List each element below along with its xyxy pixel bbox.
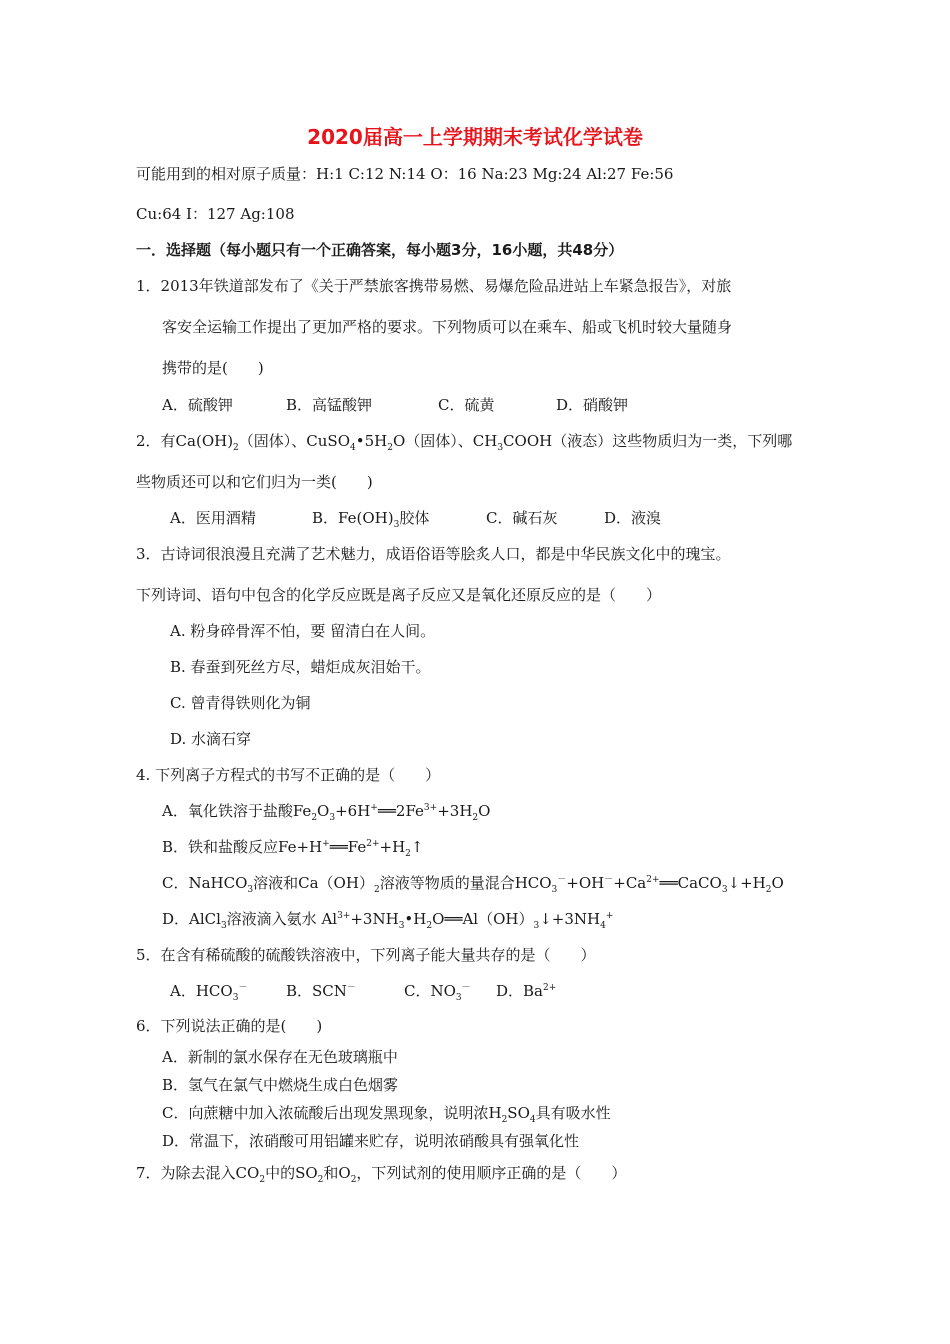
q6-option-c: C．向蔗糖中加入浓硫酸后出现发黑现象，说明浓$H_2SO_4$具有吸水性 <box>162 1104 611 1125</box>
q5-option-c: C．$NO_3^-$ <box>404 982 471 1003</box>
q2-option-a: A．医用酒精 <box>170 509 256 527</box>
atomic-masses-line-1: 可能用到的相对原子质量：H:1 C:12 N:14 O：16 Na:23 Mg:24 Al:27 Fe:56 <box>136 165 674 183</box>
exam-title: 2020届高一上学期期末考试化学试卷 <box>307 125 643 149</box>
q4-option-c: C．NaHCO$_3$溶液和$Ca(OH)_2$溶液等物质的量混合$HCO_3^-+OH^-+Ca^{2+}══CaCO_3↓+H_2O$ <box>162 874 784 895</box>
q3-option-c: C. 曾青得铁则化为铜 <box>170 694 311 712</box>
q7-stem: 7．为除去混入$CO_2$中的$SO_2$和$O_2$，下列试剂的使用顺序正确的是（ ） <box>136 1164 627 1185</box>
q4-option-b: B．铁和盐酸反应$Fe+H^+══Fe^{2+}+H_2↑$ <box>162 838 424 859</box>
q1-option-d: D．硝酸钾 <box>556 396 629 414</box>
q1-stem-line-3: 携带的是( ) <box>162 359 264 377</box>
q6-option-b: B．氢气在氯气中燃烧生成白色烟雾 <box>162 1076 399 1094</box>
atomic-masses-line-2: Cu:64 I：127 Ag:108 <box>136 205 295 223</box>
q5-stem: 5．在含有稀硫酸的硫酸铁溶液中，下列离子能大量共存的是（ ） <box>136 946 596 964</box>
q5-option-a: A．$HCO_3^-$ <box>170 982 248 1003</box>
section-heading: 一．选择题（每小题只有一个正确答案，每小题3分，16小题，共48分） <box>136 241 624 259</box>
q4-stem: 4. 下列离子方程式的书写不正确的是（ ） <box>136 766 441 784</box>
q1-stem-line-2: 客安全运输工作提出了更加严格的要求。下列物质可以在乘车、船或飞机时较大量随身 <box>162 318 733 336</box>
q1-option-a: A．硫酸钾 <box>162 396 233 414</box>
q4-option-a: A．氧化铁溶于盐酸$Fe_2O_3+6H^+══2Fe^{3+}+3H_2O$ <box>162 802 491 823</box>
q4-option-d: D．AlCl$_3$溶液滴入氨水 $Al^{3+}+3NH_3•H_2O══Al(OH)_3↓+3NH_4^+$ <box>162 910 614 931</box>
q3-option-a: A. 粉身碎骨浑不怕，要 留清白在人间。 <box>170 622 436 640</box>
q3-stem-line-1: 3．古诗词很浪漫且充满了艺术魅力，成语俗语等脍炙人口，都是中华民族文化中的瑰宝。 <box>136 545 731 563</box>
q2-stem-line-2: 些物质还可以和它们归为一类( ) <box>136 473 373 491</box>
q6-option-a: A．新制的氯水保存在无色玻璃瓶中 <box>162 1048 398 1066</box>
q3-option-d: D. 水滴石穿 <box>170 730 252 748</box>
q2-option-b: B．$Fe(OH)_3$胶体 <box>312 509 430 530</box>
q2-stem-line-1: 2．有$Ca(OH)_2$（固体）、$CuSO_4•5H_2O$（固体）、$CH_3COOH$（液态）这些物质归为一类，下列哪 <box>136 432 793 453</box>
q2-option-d: D．液溴 <box>604 509 662 527</box>
q1-option-c: C．硫黄 <box>438 396 495 414</box>
q2-option-c: C．碱石灰 <box>486 509 558 527</box>
q6-option-d: D．常温下，浓硝酸可用铝罐来贮存，说明浓硝酸具有强氧化性 <box>162 1132 580 1150</box>
q1-stem-line-1: 1．2013年铁道部发布了《关于严禁旅客携带易燃、易爆危险品进站上车紧急报告》，对旅 <box>136 277 732 295</box>
q6-stem: 6．下列说法正确的是( ) <box>136 1017 323 1035</box>
q5-option-d: D．$Ba^{2+}$ <box>496 982 557 1000</box>
q1-option-b: B．高锰酸钾 <box>286 396 373 414</box>
q5-option-b: B．SCN－ <box>286 982 356 1000</box>
q3-stem-line-2: 下列诗词、语句中包含的化学反应既是离子反应又是氧化还原反应的是（ ） <box>136 586 662 604</box>
q3-option-b: B. 春蚕到死丝方尽，蜡炬成灰泪始干。 <box>170 658 431 676</box>
